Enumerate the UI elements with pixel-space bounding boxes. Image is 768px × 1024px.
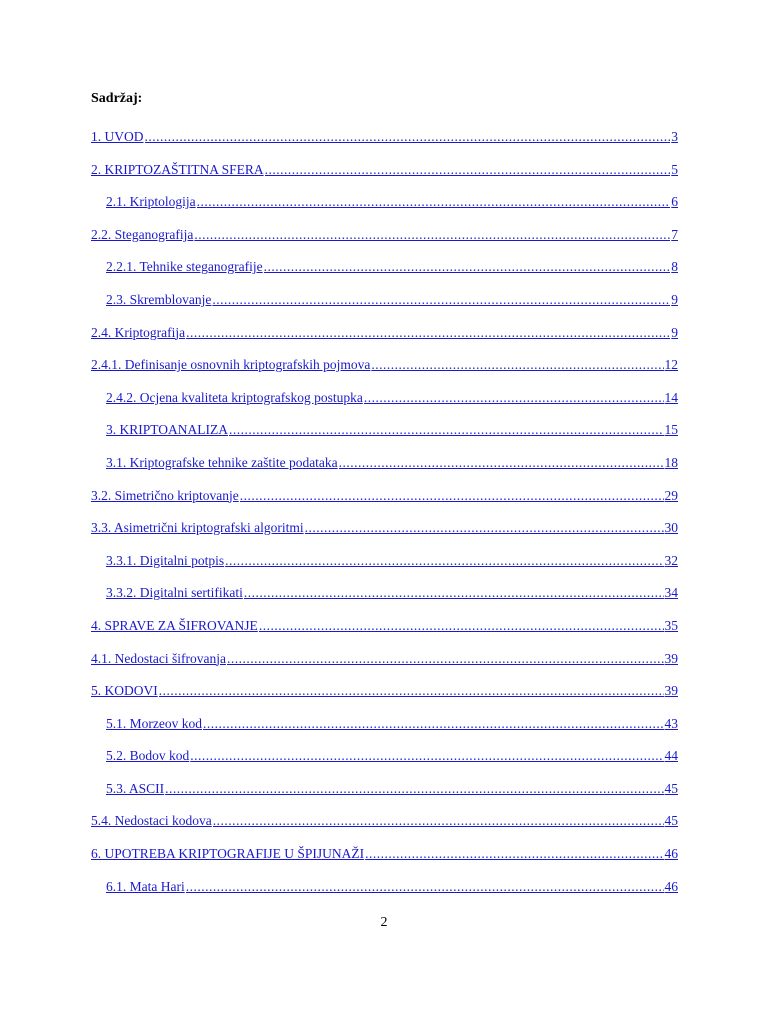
toc-entry-page: 5 xyxy=(671,161,678,177)
toc-entry[interactable] xyxy=(91,226,678,259)
toc-dot-leader xyxy=(371,356,663,374)
toc-entry-page: 39 xyxy=(664,683,678,699)
toc-dot-leader xyxy=(186,324,670,342)
toc-entry-page: 9 xyxy=(671,324,678,340)
toc-heading: Sadržaj: xyxy=(91,91,143,106)
toc-entry[interactable] xyxy=(91,845,678,878)
toc-entry-title: 2.4. Kriptografija xyxy=(91,324,186,340)
toc-entry-page: 12 xyxy=(664,357,678,373)
toc-entry-page: 35 xyxy=(664,617,678,633)
toc-entry[interactable] xyxy=(91,324,678,357)
toc-entry-title: 2.4.1. Definisanje osnovnih kriptografskih pojmova xyxy=(91,357,371,373)
toc-dot-leader xyxy=(145,128,671,146)
toc-entry-page: 45 xyxy=(664,780,678,796)
toc-dot-leader xyxy=(244,584,664,602)
toc-entry-title: 3.1. Kriptografske tehnike zaštite podataka xyxy=(106,454,338,470)
toc-dot-leader xyxy=(159,682,664,700)
toc-entry-page: 7 xyxy=(671,226,678,242)
toc-dot-leader xyxy=(212,291,670,309)
toc-entry[interactable] xyxy=(91,193,678,226)
toc-entry[interactable] xyxy=(91,291,678,324)
toc-dot-leader xyxy=(197,193,671,211)
toc-entry-title: 2.3. Skremblovanje xyxy=(106,291,212,307)
toc-entry-page: 30 xyxy=(664,520,678,536)
toc-entry-title: 1. UVOD xyxy=(91,129,144,144)
toc-dot-leader xyxy=(186,878,664,896)
toc-dot-leader xyxy=(194,226,670,244)
toc-dot-leader xyxy=(339,454,664,472)
toc-entry-title: 3.3.2. Digitalni sertifikati xyxy=(106,585,243,601)
toc-dot-leader xyxy=(259,617,664,635)
toc-entry-title: 3.3.1. Digitalni potpis xyxy=(106,552,225,568)
toc-entry-title: 6. UPOTREBA KRIPTOGRAFIJE U ŠPIJUNAŽI xyxy=(91,846,365,862)
toc-entry[interactable] xyxy=(91,650,678,683)
toc-entry-title: 3. KRIPTOANALIZA xyxy=(106,422,228,438)
toc-entry[interactable] xyxy=(91,487,678,520)
toc-entry-page: 3 xyxy=(671,129,678,144)
toc-dot-leader xyxy=(190,747,663,765)
toc-dot-leader xyxy=(305,519,664,537)
toc-entry-page: 46 xyxy=(664,846,678,862)
toc-entry-title: 5.1. Morzeov kod xyxy=(106,715,202,731)
toc-entry-page: 32 xyxy=(664,552,678,568)
toc-entry-page: 46 xyxy=(664,878,678,894)
toc-entry[interactable] xyxy=(91,682,678,715)
toc-entry-page: 14 xyxy=(664,389,678,405)
toc-entry-page: 6 xyxy=(671,194,678,210)
toc-entry-page: 18 xyxy=(664,454,678,470)
page-number: 2 xyxy=(380,915,388,930)
toc-entry[interactable] xyxy=(91,878,678,911)
toc-dot-leader xyxy=(264,258,671,276)
toc-dot-leader xyxy=(265,161,671,179)
toc-entry-title: 6.1. Mata Hari xyxy=(106,878,185,894)
toc-entry-title: 5.3. ASCII xyxy=(106,780,165,796)
toc-entry-title: 2. KRIPTOZAŠTITNA SFERA xyxy=(91,161,264,177)
toc-dot-leader xyxy=(364,389,664,407)
toc-entry[interactable] xyxy=(91,161,678,194)
toc-entry-title: 3.2. Simetrično kriptovanje xyxy=(91,487,239,503)
toc-entry[interactable] xyxy=(91,552,678,585)
toc-entry-page: 8 xyxy=(671,259,678,275)
toc-entry[interactable] xyxy=(91,715,678,748)
toc-entry-page: 43 xyxy=(664,715,678,731)
toc-dot-leader xyxy=(365,845,663,863)
toc-entry-title: 2.2. Steganografija xyxy=(91,226,194,242)
toc-entry-title: 4.1. Nedostaci šifrovanja xyxy=(91,650,226,666)
toc-entry[interactable] xyxy=(91,258,678,291)
toc-entry-title: 3.3. Asimetrični kriptografski algoritmi xyxy=(91,520,304,536)
toc-entry-page: 15 xyxy=(664,422,678,438)
toc-entry-page: 39 xyxy=(664,650,678,666)
toc-entry-page: 45 xyxy=(664,813,678,829)
toc-entry[interactable] xyxy=(91,356,678,389)
toc-entry-title: 2.2.1. Tehnike steganografije xyxy=(106,259,263,275)
toc-entry[interactable] xyxy=(91,454,678,487)
toc-entry-title: 2.1. Kriptologija xyxy=(106,194,196,210)
toc-entry[interactable] xyxy=(91,747,678,780)
table-of-contents xyxy=(91,128,678,910)
toc-entry[interactable] xyxy=(91,421,678,454)
toc-dot-leader xyxy=(165,780,663,798)
toc-entry-title: 4. SPRAVE ZA ŠIFROVANJE xyxy=(91,617,258,633)
toc-dot-leader xyxy=(227,650,664,668)
toc-dot-leader xyxy=(213,812,664,830)
toc-entry-title: 5.2. Bodov kod xyxy=(106,748,190,764)
toc-entry[interactable] xyxy=(91,519,678,552)
toc-entry-title: 5. KODOVI xyxy=(91,683,158,699)
toc-entry-title: 5.4. Nedostaci kodova xyxy=(91,813,212,829)
toc-entry[interactable] xyxy=(91,780,678,813)
toc-entry-page: 29 xyxy=(664,487,678,503)
toc-entry-page: 9 xyxy=(671,291,678,307)
toc-entry[interactable] xyxy=(91,389,678,422)
toc-entry[interactable] xyxy=(91,128,678,161)
toc-dot-leader xyxy=(225,552,663,570)
toc-entry[interactable] xyxy=(91,584,678,617)
toc-dot-leader xyxy=(240,487,664,505)
toc-dot-leader xyxy=(229,421,664,439)
toc-entry-page: 34 xyxy=(664,585,678,601)
toc-entry-title: 2.4.2. Ocjena kvaliteta kriptografskog postupka xyxy=(106,389,363,405)
toc-dot-leader xyxy=(203,715,664,733)
toc-entry-page: 44 xyxy=(664,748,678,764)
toc-entry[interactable] xyxy=(91,617,678,650)
toc-entry[interactable] xyxy=(91,812,678,845)
